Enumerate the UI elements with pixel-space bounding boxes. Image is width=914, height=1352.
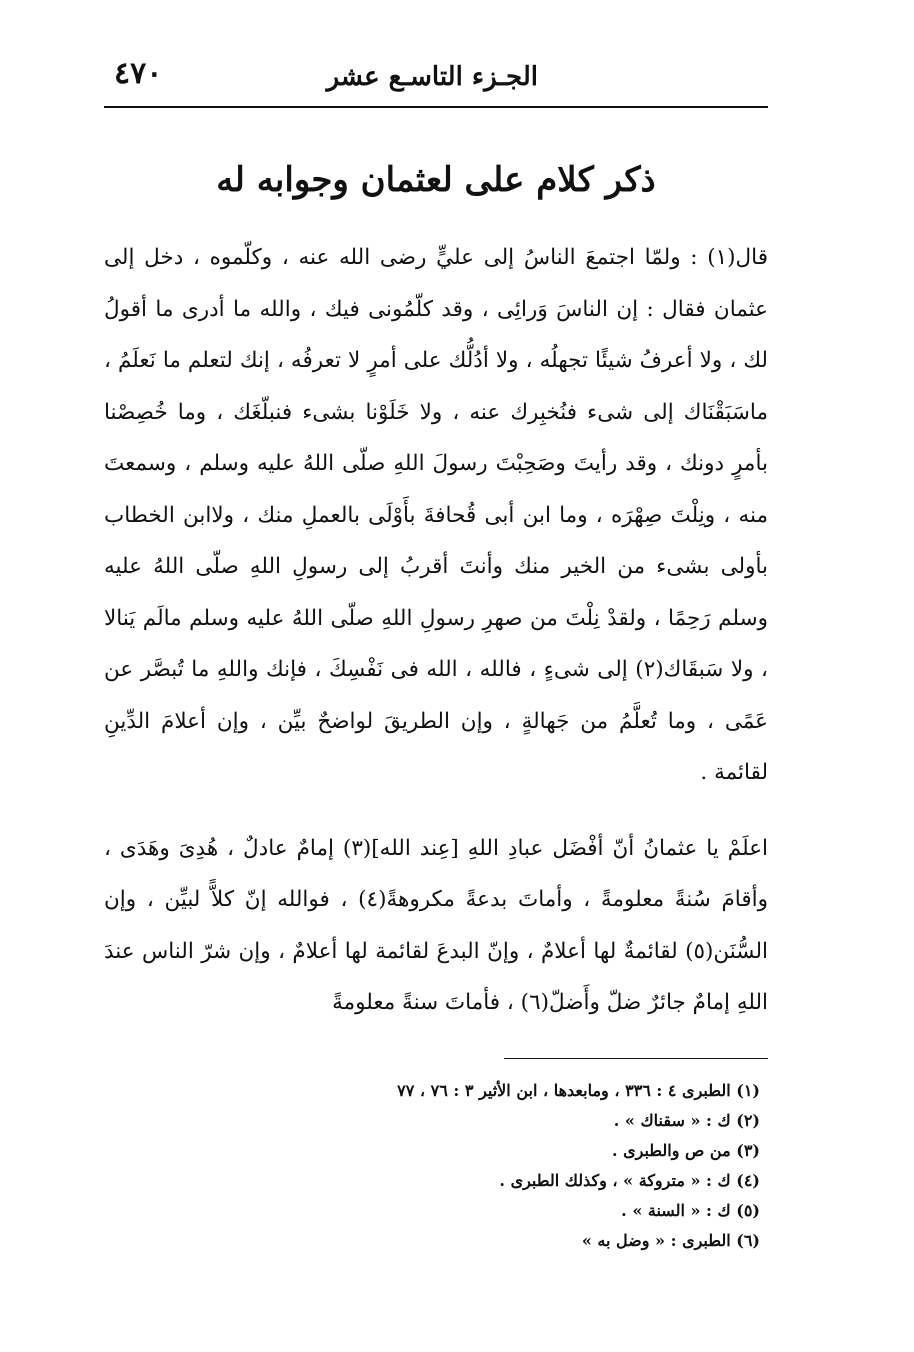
- footnote-rule: [504, 1058, 768, 1059]
- running-head: الجـزء التاسـع عشر: [326, 62, 538, 92]
- footnote: (٦) الطبرى : « وضل به »: [581, 1231, 760, 1250]
- page-number: ٤٧٠: [114, 56, 163, 91]
- page-header: [104, 50, 768, 108]
- footnote: (١) الطبرى ٤ : ٣٣٦ ، ومابعدها ، ابن الأثير ٣ : ٧٦ ، ٧٧: [397, 1081, 760, 1100]
- paragraph: قال(١) : ولمّا اجتمعَ الناسُ إلى عليٍّ رضى الله عنه ، وكلّموه ، دخل إلى عثمان فقال : إن الناسَ وَرائِى ، وقد كلّمُونى فيك ، والله ما أدرى ما أقولُ لك ، ولا أعرفُ شيئًا تجهلُه ، ولا أدُلُّك على أمرٍ لا تعرفُه ، إنك لتعلم ما نَعلَمُ ، ماسَبَقْنَاك إلى شىء فنُخبِرك عنه ، ولا خَلَوْنا بشىء فنبلّغَك ، وما خُصِصْنا بأمرٍ دونك ، وقد رأيتَ وصَحِبْتَ رسولَ اللهِ صلّى اللهُ عليه وسلم ، وسمعتَ منه ، ونِلْتَ صِهْرَه ، وما ابن أبى قُحافةَ بأَوْلَى بالعملِ منك ، ولاابن الخطاب بأولى بشىء من الخير منك وأنتَ أقربُ إلى رسولِ اللهِ صلّى اللهُ عليه وسلم رَحِمًا ، ولقدْ نِلْتَ من صهرِ رسولِ اللهِ صلّى اللهُ عليه وسلم مالَم يَنالا ، ولا سَبقَاك(٢) إلى شىءٍ ، فالله ، الله فى نَفْسِكَ ، فإنك واللهِ ما تُبصَّر عن عَمًى ، وما تُعلَّمُ من جَهالةٍ ، وإن الطريقَ لواضحٌ بيِّن ، وإن أعلامَ الدِّينِ لقائمة .: [104, 245, 768, 785]
- body-text: [104, 232, 768, 1029]
- footnote: (٣) من ص والطبرى .: [611, 1141, 760, 1160]
- paragraph: اعلَمْ يا عثمانُ أنّ أفْضَل عبادِ اللهِ [عِند الله](٣) إمامٌ عادلٌ ، هُدِىَ وهَدَى ، وأقامَ سُنةً معلومةً ، وأماتَ بدعةً مكروهةً(٤) ، فوالله إنّ كلاًّ لبيِّن ، وإن السُّنَن(٥) لقائمةٌ لها أعلامٌ ، وإنّ البدعَ لقائمة لها أعلامٌ ، وإن شرّ الناس عندَ اللهِ إمامٌ جائرٌ ضلّ وأَضلّ(٦) ، فأماتَ سنةً معلومةً: [104, 835, 769, 1015]
- section-title: ذكر كلام على لعثمان وجوابه له: [216, 160, 656, 200]
- footnote: (٢) ك : « سقناك » .: [613, 1111, 760, 1130]
- footnote: (٥) ك : « السنة » .: [621, 1201, 760, 1220]
- footnotes: [200, 1076, 760, 1256]
- footnote: (٤) ك : « متروكة » ، وكذلك الطبرى .: [499, 1171, 760, 1190]
